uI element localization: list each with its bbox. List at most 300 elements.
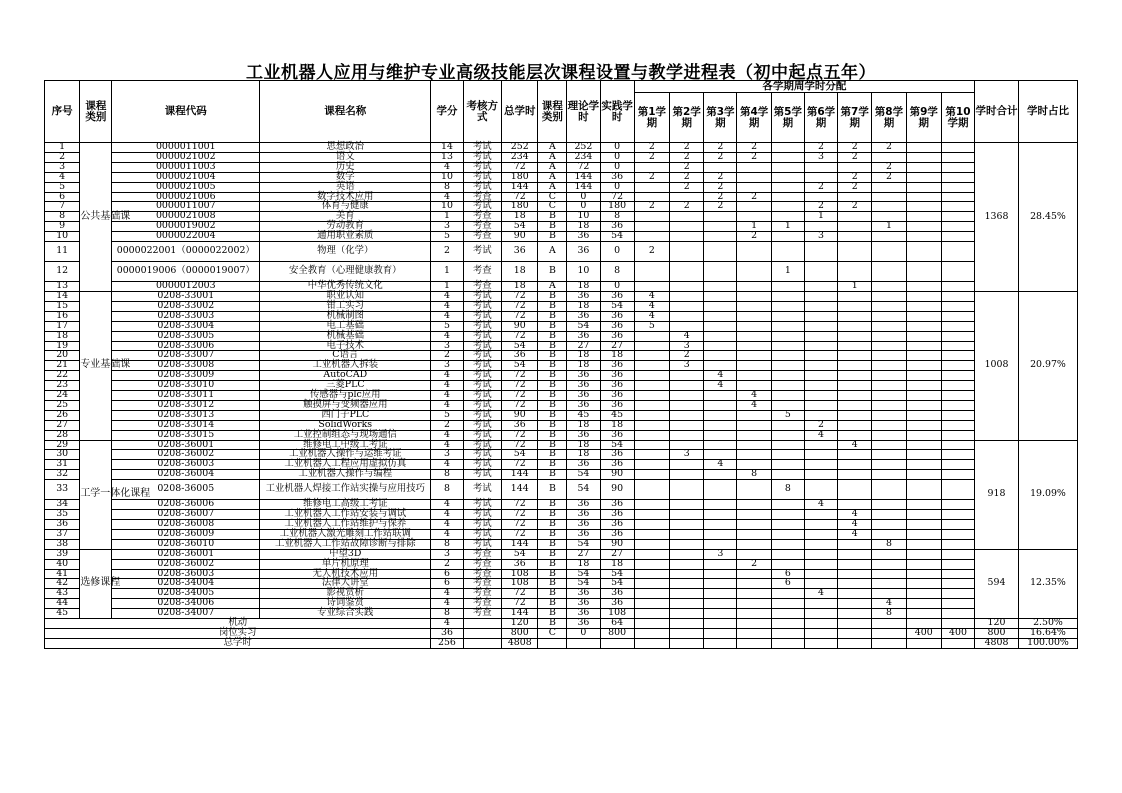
cell-semester-2 (670, 510, 704, 520)
cell-seq: 45 (45, 609, 80, 619)
cell-semester-6 (804, 311, 837, 321)
cell-type: A (538, 152, 567, 162)
cell-semester-6 (804, 400, 837, 410)
cell-semester-10 (941, 331, 974, 341)
cell-exam: 考试 (463, 391, 502, 401)
cell-semester-9 (906, 569, 941, 579)
cell-semester-9 (906, 172, 941, 182)
cell-semester-5 (771, 470, 804, 480)
cell-semester-3: 4 (704, 371, 737, 381)
cell-name: 工业机器人焊接工作站实操与应用技巧 (260, 480, 431, 500)
cell-semester-2 (670, 470, 704, 480)
cell-semester-10 (941, 192, 974, 202)
cell-semester-6: 4 (804, 430, 837, 440)
cell-practice: 36 (600, 460, 634, 470)
cell-semester-7 (838, 371, 872, 381)
cell-semester-7: 4 (838, 529, 872, 539)
cell-semester-8 (872, 619, 906, 629)
cell-theory: 36 (567, 589, 600, 599)
header-hours: 总学时 (502, 81, 538, 143)
cell-semester-8 (872, 202, 906, 212)
cell-practice: 36 (600, 331, 634, 341)
cell-seq: 27 (45, 420, 80, 430)
cell-semester-8 (872, 242, 906, 262)
cell-semester-2: 2 (670, 182, 704, 192)
cell-semester-10: 400 (941, 628, 974, 638)
cell-seq: 20 (45, 351, 80, 361)
cell-semester-2: 2 (670, 202, 704, 212)
cell-semester-4 (737, 301, 771, 311)
cell-semester-9 (906, 450, 941, 460)
cell-semester-5 (771, 232, 804, 242)
cell-semester-7 (838, 480, 872, 500)
cell-semester-4 (737, 450, 771, 460)
cell-semester-10 (941, 420, 974, 430)
cell-semester-9 (906, 311, 941, 321)
cell-code: 0208-33005 (112, 331, 260, 341)
cell-semester-1 (634, 619, 669, 629)
cell-semester-4 (737, 361, 771, 371)
cell-semester-1: 2 (634, 143, 669, 153)
cell-theory: 0 (567, 628, 600, 638)
cell-semester-6 (804, 628, 837, 638)
cell-semester-3 (704, 400, 737, 410)
cell-hours: 72 (502, 440, 538, 450)
cell-exam: 考试 (463, 500, 502, 510)
cell-theory: 18 (567, 301, 600, 311)
cell-semester-10 (941, 539, 974, 549)
cell-semester-5 (771, 628, 804, 638)
cell-type: C (538, 192, 567, 202)
cell-type: B (538, 212, 567, 222)
cell-semester-4 (737, 420, 771, 430)
cell-semester-2 (670, 242, 704, 262)
cell-name: 物理（化学） (260, 242, 431, 262)
cell-seq: 9 (45, 222, 80, 232)
cell-practice: 36 (600, 222, 634, 232)
cell-semester-2: 3 (670, 341, 704, 351)
cell-semester-1 (634, 638, 669, 648)
cell-semester-5 (771, 202, 804, 212)
cell-credit: 10 (431, 172, 463, 182)
cell-name: 语文 (260, 152, 431, 162)
cell-semester-3 (704, 291, 737, 301)
cell-exam: 考试 (463, 311, 502, 321)
cell-semester-2 (670, 559, 704, 569)
cell-semester-5 (771, 172, 804, 182)
cell-seq: 14 (45, 291, 80, 301)
cell-semester-10 (941, 321, 974, 331)
cell-seq: 41 (45, 569, 80, 579)
cell-semester-6 (804, 619, 837, 629)
cell-type: B (538, 539, 567, 549)
cell-semester-5 (771, 420, 804, 430)
cell-group-total: 594 (975, 549, 1019, 618)
cell-hours: 72 (502, 599, 538, 609)
cell-practice: 0 (600, 152, 634, 162)
cell-semester-3 (704, 470, 737, 480)
cell-semester-1 (634, 529, 669, 539)
cell-semester-5 (771, 450, 804, 460)
cell-name: AutoCAD (260, 371, 431, 381)
cell-semester-4 (737, 242, 771, 262)
cell-exam: 考试 (463, 420, 502, 430)
cell-name: 电子技术 (260, 341, 431, 351)
header-semester-6: 第6学期 (804, 93, 837, 143)
cell-theory: 36 (567, 510, 600, 520)
cell-semester-6 (804, 559, 837, 569)
cell-semester-1 (634, 450, 669, 460)
cell-seq: 11 (45, 242, 80, 262)
cell-semester-10 (941, 569, 974, 579)
cell-seq: 42 (45, 579, 80, 589)
cell-semester-9 (906, 182, 941, 192)
cell-semester-2 (670, 619, 704, 629)
cell-theory: 36 (567, 529, 600, 539)
cell-credit: 4 (431, 589, 463, 599)
cell-semester-4 (737, 599, 771, 609)
cell-exam: 考试 (463, 470, 502, 480)
cell-semester-7 (838, 262, 872, 282)
cell-semester-7: 2 (838, 152, 872, 162)
cell-semester-7: 4 (838, 520, 872, 530)
cell-hours: 72 (502, 381, 538, 391)
cell-semester-5 (771, 589, 804, 599)
header-semester-9: 第9学期 (906, 93, 941, 143)
cell-exam: 考试 (463, 371, 502, 381)
cell-exam: 考试 (463, 202, 502, 212)
cell-semester-4 (737, 520, 771, 530)
cell-semester-6 (804, 391, 837, 401)
cell-semester-1 (634, 341, 669, 351)
cell-semester-10 (941, 232, 974, 242)
cell-code: 0208-36001 (112, 549, 260, 559)
header-semester-8: 第8学期 (872, 93, 906, 143)
cell-semester-4 (737, 430, 771, 440)
cell-semester-2 (670, 381, 704, 391)
cell-code: 0208-36003 (112, 569, 260, 579)
cell-code: 0208-36009 (112, 529, 260, 539)
cell-semester-1: 2 (634, 242, 669, 262)
cell-semester-3 (704, 430, 737, 440)
cell-type: B (538, 222, 567, 232)
cell-semester-5 (771, 291, 804, 301)
cell-semester-7 (838, 311, 872, 321)
cell-semester-1 (634, 579, 669, 589)
cell-practice: 36 (600, 500, 634, 510)
cell-practice: 18 (600, 351, 634, 361)
cell-theory: 18 (567, 440, 600, 450)
cell-semester-2 (670, 480, 704, 500)
cell-semester-2: 2 (670, 172, 704, 182)
cell-semester-9 (906, 440, 941, 450)
cell-exam: 考查 (463, 589, 502, 599)
cell-theory (567, 638, 600, 648)
cell-code: 0208-33011 (112, 391, 260, 401)
cell-practice: 36 (600, 599, 634, 609)
cell-theory: 36 (567, 520, 600, 530)
cell-hours: 72 (502, 500, 538, 510)
cell-code: 0000022001（0000022002） (112, 242, 260, 262)
cell-semester-1 (634, 222, 669, 232)
cell-semester-10 (941, 579, 974, 589)
cell-semester-8 (872, 400, 906, 410)
cell-hours: 144 (502, 480, 538, 500)
cell-semester-2 (670, 262, 704, 282)
cell-semester-4 (737, 628, 771, 638)
cell-semester-9 (906, 470, 941, 480)
cell-semester-6 (804, 529, 837, 539)
cell-hours: 144 (502, 182, 538, 192)
cell-semester-8 (872, 579, 906, 589)
cell-semester-4 (737, 311, 771, 321)
cell-semester-7: 2 (838, 182, 872, 192)
cell-semester-1: 4 (634, 291, 669, 301)
cell-semester-4 (737, 331, 771, 341)
cell-exam: 考试 (463, 400, 502, 410)
cell-semester-10 (941, 341, 974, 351)
cell-seq: 38 (45, 539, 80, 549)
cell-hours: 72 (502, 460, 538, 470)
cell-semester-3 (704, 510, 737, 520)
cell-semester-7 (838, 361, 872, 371)
cell-hours: 72 (502, 331, 538, 341)
cell-group-total: 1368 (975, 143, 1019, 292)
cell-code: 0208-33007 (112, 351, 260, 361)
cell-hours: 54 (502, 549, 538, 559)
cell-theory: 18 (567, 361, 600, 371)
cell-semester-6: 2 (804, 143, 837, 153)
cell-semester-5 (771, 341, 804, 351)
cell-credit: 5 (431, 321, 463, 331)
table-row (45, 242, 1078, 262)
cell-seq: 1 (45, 143, 80, 153)
cell-semester-7 (838, 559, 872, 569)
cell-semester-9: 400 (906, 628, 941, 638)
cell-semester-3 (704, 500, 737, 510)
cell-code: 0208-36010 (112, 539, 260, 549)
cell-semester-1 (634, 391, 669, 401)
cell-credit: 4 (431, 162, 463, 172)
cell-name: 维修电工中级工考证 (260, 440, 431, 450)
cell-practice: 0 (600, 242, 634, 262)
cell-hours: 252 (502, 143, 538, 153)
cell-credit: 13 (431, 152, 463, 162)
cell-semester-4 (737, 539, 771, 549)
cell-type: B (538, 510, 567, 520)
cell-semester-7 (838, 232, 872, 242)
cell-semester-7 (838, 589, 872, 599)
cell-semester-4 (737, 510, 771, 520)
cell-name: 思想政治 (260, 143, 431, 153)
cell-semester-3 (704, 232, 737, 242)
cell-exam: 考试 (463, 162, 502, 172)
cell-exam: 考查 (463, 232, 502, 242)
cell-semester-7 (838, 351, 872, 361)
cell-total: 800 (975, 628, 1019, 638)
cell-type: B (538, 569, 567, 579)
cell-credit: 3 (431, 549, 463, 559)
cell-credit: 5 (431, 232, 463, 242)
cell-semester-10 (941, 460, 974, 470)
cell-semester-1 (634, 569, 669, 579)
cell-exam: 考查 (463, 212, 502, 222)
cell-semester-4 (737, 321, 771, 331)
cell-semester-9 (906, 430, 941, 440)
cell-semester-1 (634, 460, 669, 470)
cell-type: B (538, 381, 567, 391)
cell-semester-10 (941, 410, 974, 420)
cell-semester-2 (670, 291, 704, 301)
cell-semester-5 (771, 529, 804, 539)
cell-name: 维修电工高级工考证 (260, 500, 431, 510)
cell-name: 中望3D (260, 549, 431, 559)
cell-name: 电工基础 (260, 321, 431, 331)
cell-type: B (538, 331, 567, 341)
cell-exam: 考查 (463, 559, 502, 569)
cell-semester-5: 8 (771, 480, 804, 500)
cell-semester-8: 8 (872, 539, 906, 549)
cell-credit: 4 (431, 619, 463, 629)
cell-hours: 54 (502, 450, 538, 460)
cell-credit: 4 (431, 510, 463, 520)
cell-theory: 54 (567, 569, 600, 579)
cell-hours: 36 (502, 351, 538, 361)
cell-code: 0208-33009 (112, 371, 260, 381)
cell-seq: 33 (45, 480, 80, 500)
cell-credit: 2 (431, 242, 463, 262)
cell-semester-9 (906, 410, 941, 420)
header-semester-4: 第4学期 (737, 93, 771, 143)
cell-type: B (538, 311, 567, 321)
cell-semester-6 (804, 440, 837, 450)
cell-name: 影视赏析 (260, 589, 431, 599)
cell-type: B (538, 460, 567, 470)
cell-semester-4: 2 (737, 152, 771, 162)
cell-exam: 考试 (463, 242, 502, 262)
cell-semester-10 (941, 589, 974, 599)
cell-practice: 8 (600, 262, 634, 282)
cell-semester-5 (771, 619, 804, 629)
cell-theory: 27 (567, 549, 600, 559)
cell-semester-2: 2 (670, 351, 704, 361)
cell-type: A (538, 172, 567, 182)
cell-credit: 2 (431, 559, 463, 569)
cell-name: 单片机原理 (260, 559, 431, 569)
cell-code: 0000021005 (112, 182, 260, 192)
cell-semester-3 (704, 242, 737, 262)
cell-semester-2: 2 (670, 143, 704, 153)
cell-hours: 72 (502, 589, 538, 599)
cell-type: B (538, 371, 567, 381)
cell-theory: 234 (567, 152, 600, 162)
cell-semester-9 (906, 400, 941, 410)
cell-code: 0208-33010 (112, 381, 260, 391)
cell-semester-6 (804, 341, 837, 351)
cell-code: 0208-36007 (112, 510, 260, 520)
cell-seq: 30 (45, 450, 80, 460)
cell-type: B (538, 520, 567, 530)
cell-semester-6 (804, 162, 837, 172)
cell-semester-9 (906, 291, 941, 301)
cell-semester-10 (941, 638, 974, 648)
cell-hours: 108 (502, 579, 538, 589)
table-row (45, 609, 1078, 619)
cell-hours: 18 (502, 212, 538, 222)
cell-seq: 13 (45, 282, 80, 292)
cell-credit: 1 (431, 262, 463, 282)
cell-semester-1 (634, 628, 669, 638)
cell-theory: 144 (567, 182, 600, 192)
cell-semester-9 (906, 520, 941, 530)
cell-code: 0208-33004 (112, 321, 260, 331)
cell-group-total: 1008 (975, 291, 1019, 440)
cell-hours: 144 (502, 539, 538, 549)
header-category: 课程类别 (80, 81, 112, 143)
cell-semester-2 (670, 569, 704, 579)
cell-semester-5: 6 (771, 569, 804, 579)
cell-semester-2 (670, 420, 704, 430)
cell-semester-7 (838, 599, 872, 609)
cell-seq: 44 (45, 599, 80, 609)
table-row (45, 480, 1078, 500)
cell-theory: 36 (567, 291, 600, 301)
cell-semester-9 (906, 262, 941, 282)
cell-semester-3 (704, 262, 737, 282)
cell-semester-1 (634, 420, 669, 430)
cell-name: 职业认知 (260, 291, 431, 301)
cell-type: B (538, 321, 567, 331)
cell-semester-6 (804, 520, 837, 530)
cell-code: 0000021006 (112, 192, 260, 202)
cell-credit: 4 (431, 311, 463, 321)
header-seq: 序号 (45, 81, 80, 143)
cell-type: B (538, 549, 567, 559)
cell-semester-5 (771, 638, 804, 648)
cell-semester-4: 2 (737, 192, 771, 202)
cell-semester-3 (704, 351, 737, 361)
cell-semester-7 (838, 628, 872, 638)
cell-credit: 14 (431, 143, 463, 153)
cell-semester-4: 1 (737, 222, 771, 232)
cell-semester-5 (771, 609, 804, 619)
cell-hours: 180 (502, 172, 538, 182)
cell-ratio: 16.64% (1018, 628, 1077, 638)
cell-exam: 考试 (463, 539, 502, 549)
cell-semester-4 (737, 609, 771, 619)
cell-semester-7 (838, 569, 872, 579)
cell-exam: 考试 (463, 430, 502, 440)
cell-hours: 72 (502, 510, 538, 520)
cell-exam: 考查 (463, 579, 502, 589)
cell-semester-9 (906, 391, 941, 401)
cell-semester-8 (872, 351, 906, 361)
cell-credit: 3 (431, 361, 463, 371)
cell-semester-5 (771, 331, 804, 341)
cell-semester-10 (941, 450, 974, 460)
header-semester-1: 第1学期 (634, 93, 669, 143)
cell-semester-10 (941, 480, 974, 500)
cell-semester-7 (838, 321, 872, 331)
cell-semester-8 (872, 520, 906, 530)
cell-semester-9 (906, 539, 941, 549)
cell-credit: 4 (431, 301, 463, 311)
cell-semester-2 (670, 301, 704, 311)
cell-semester-9 (906, 361, 941, 371)
cell-category: 专业基础课 (80, 291, 112, 440)
cell-practice: 0 (600, 162, 634, 172)
cell-semester-8 (872, 182, 906, 192)
